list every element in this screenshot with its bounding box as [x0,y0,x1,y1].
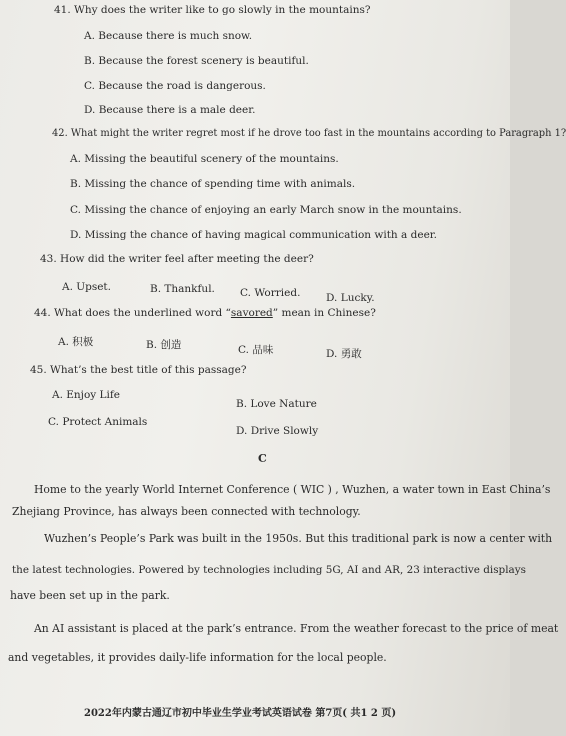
question-45-stem: 45. What’s the best title of this passage? [30,364,247,376]
question-42-stem: 42. What might the writer regret most if he drove too fast in the mountains according to Paragraph 1? [52,128,566,139]
question-44-option-c: C. 品味 [238,344,274,356]
question-44-option-d: D. 勇敢 [326,348,362,360]
passage-line: the latest technologies. Powered by technologies including 5G, AI and AR, 23 interactive displays [12,564,526,576]
question-41-option-d: D. Because there is a male deer. [84,104,256,116]
question-45-option-d: D. Drive Slowly [236,425,319,437]
passage-line: and vegetables, it provides daily-life information for the local people. [8,651,387,664]
question-41-option-a: A. Because there is much snow. [84,30,253,42]
question-43-option-d: D. Lucky. [326,292,375,304]
question-44-stem [34,307,376,319]
question-43-stem: 43. How did the writer feel after meeting the deer? [40,253,314,265]
question-43-option-a: A. Upset. [62,281,111,293]
passage-line: Home to the yearly World Internet Conference ( WIC ) , Wuzhen, a water town in East China’s [34,483,551,496]
question-43-option-c: C. Worried. [240,287,301,299]
question-44-option-b: B. 创造 [146,339,182,351]
question-44-underlined-word: savored [230,307,273,319]
passage-line: Zhejiang Province, has always been connected with technology. [12,505,361,518]
question-43-option-b: B. Thankful. [150,283,215,295]
question-42-option-d: D. Missing the chance of having magical communication with a deer. [70,229,437,241]
passage-line: have been set up in the park. [10,589,170,602]
question-44-stem-before: 44. What does the underlined word “ [34,307,231,319]
question-42-option-b: B. Missing the chance of spending time with animals. [70,178,356,190]
question-41-stem: 41. Why does the writer like to go slowly in the mountains? [54,4,371,16]
question-41-option-b: B. Because the forest scenery is beautiful. [84,55,309,67]
passage-line: An AI assistant is placed at the park’s entrance. From the weather forecast to the price of meat [34,622,559,635]
question-42-option-a: A. Missing the beautiful scenery of the mountains. [70,153,339,165]
question-44-stem-after: ” mean in Chinese? [272,307,376,319]
page-footer: 2022年内蒙古通辽市初中毕业生学业考试英语试卷 第7页( 共1 2 页) [84,708,397,719]
question-45-option-b: B. Love Nature [236,398,317,410]
passage-line: Wuzhen’s People’s Park was built in the 1950s. But this traditional park is now a center with [44,532,553,545]
question-45-option-c: C. Protect Animals [48,416,148,428]
question-44-option-a: A. 积极 [58,336,94,348]
question-42-option-c: C. Missing the chance of enjoying an early March snow in the mountains. [70,204,462,216]
question-41-option-c: C. Because the road is dangerous. [84,80,266,92]
section-heading: C [258,452,267,465]
question-45-option-a: A. Enjoy Life [52,389,120,401]
